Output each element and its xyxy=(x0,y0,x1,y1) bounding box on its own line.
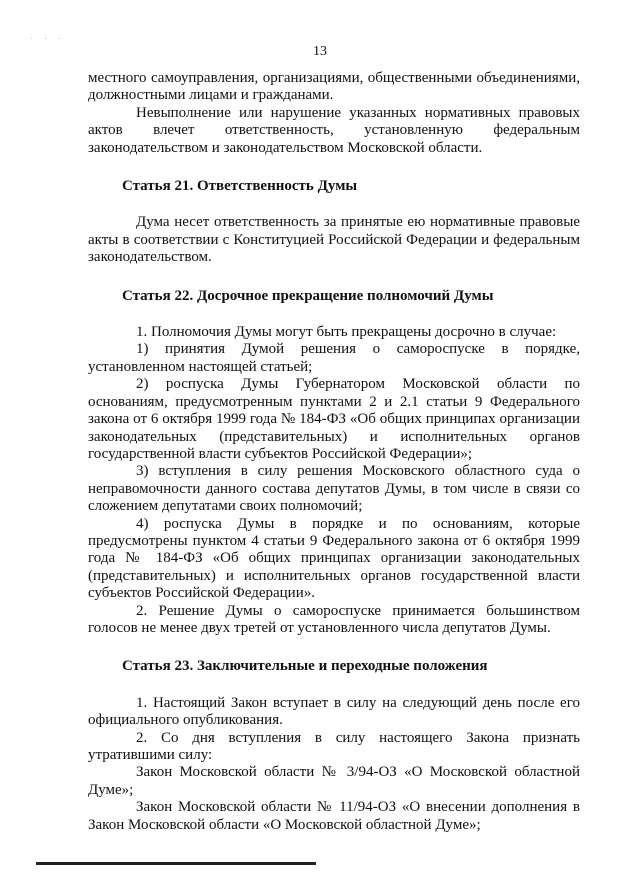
scan-specks: · · · xyxy=(30,34,65,45)
article-21-heading: Статья 21. Ответственность Думы xyxy=(122,178,358,195)
paragraph-violation: Невыполнение или нарушение указанных нормативных правовых актов влечет ответственность, установленную федеральным законодательством и законодательством Московской области. xyxy=(88,104,580,156)
article-22-item-4: 4) роспуска Думы в порядке и по основаниям, которые предусмотрены пунктом 4 статьи 9 Федерального закона от 6 октября 1999 года № 184-ФЗ «Об общих принципах организации законодательных (представительных) и исполнительных органов государственной власти субъектов Российской Федерации». xyxy=(88,515,580,602)
article-22-paragraph-2: 2. Решение Думы о самороспуске принимается большинством голосов не менее двух третей от установленного числа депутатов Думы. xyxy=(88,602,580,636)
article-23-repealed-law-1: Закон Московской области № 3/94-ОЗ «О Московской областной Думе»; xyxy=(88,764,580,798)
article-22-item-3: 3) вступления в силу решения Московского областного суда о неправомочности данного состава депутатов Думы, в том числе в связи со сложением депутатами своих полномочий; xyxy=(88,463,580,515)
paragraph-continuation: местного самоуправления, организациями, общественными объединениями, должностными лицами и гражданами. xyxy=(88,70,580,104)
article-22-paragraph-1: 1. Полномочия Думы могут быть прекращены досрочно в случае: xyxy=(136,324,557,341)
article-22-item-2: 2) роспуска Думы Губернатором Московской области по основаниям, предусмотренным пунктами 2 и 2.1 статьи 9 Федерального закона от 6 октября 1999 года № 184-ФЗ «Об общих принципах организации законодательных (представительных) и исполнительных органов государственной власти субъектов Российской Федерации»; xyxy=(88,376,580,462)
article-23-paragraph-2: 2. Со дня вступления в силу настоящего Закона признать утратившими силу: xyxy=(88,729,580,763)
article-22-heading: Статья 22. Досрочное прекращение полномочий Думы xyxy=(122,287,494,304)
article-21-paragraph: Дума несет ответственность за принятые ею нормативные правовые акты в соответствии с Конституцией Российской Федерации и федеральным законодательством. xyxy=(88,214,580,266)
document-body xyxy=(88,70,580,834)
footer-rule xyxy=(36,862,316,865)
page-number: 13 xyxy=(313,44,327,59)
article-23-heading: Статья 23. Заключительные и переходные положения xyxy=(122,658,488,675)
article-22-item-1: 1) принятия Думой решения о самороспуске в порядке, установленном настоящей статьей; xyxy=(88,341,580,375)
article-23-repealed-law-2: Закон Московской области № 11/94-ОЗ «О внесении дополнения в Закон Московской области «О Московской областной Думе»; xyxy=(88,799,580,833)
article-23-paragraph-1: 1. Настоящий Закон вступает в силу на следующий день после его официального опубликования. xyxy=(88,694,580,729)
